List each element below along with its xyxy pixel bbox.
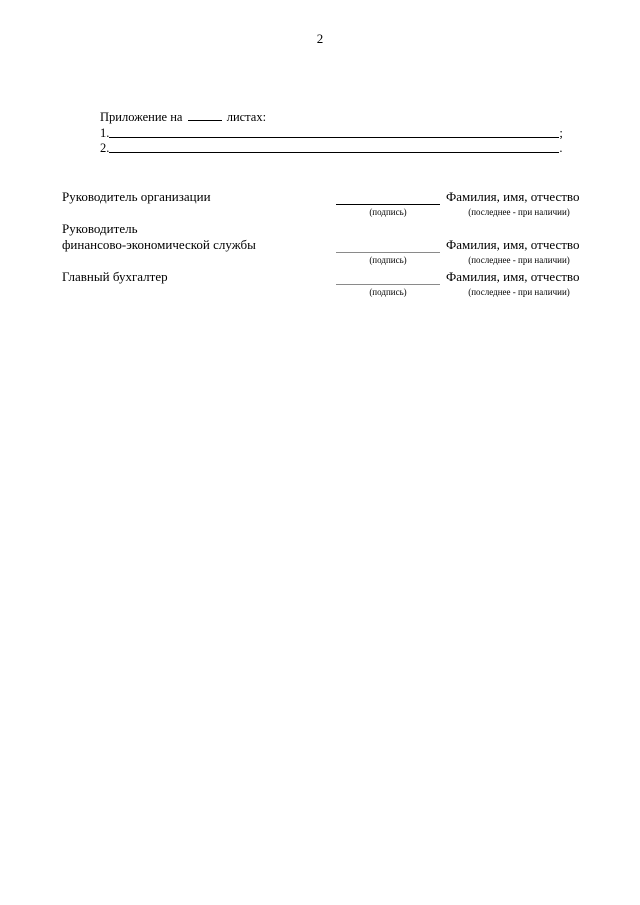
signature-row-head — [62, 189, 592, 219]
signatory-name: Фамилия, имя, отчество — [446, 237, 580, 252]
attachments-heading-before: Приложение на — [100, 110, 183, 124]
attachments-heading — [100, 109, 570, 126]
signature-row-accountant — [62, 269, 592, 299]
signatory-name-caption: (последнее - при наличии) — [468, 287, 570, 297]
attachment-item-number: 1. — [100, 126, 110, 140]
signatory-title: Руководитель организации — [62, 189, 211, 204]
signatory-name: Фамилия, имя, отчество — [446, 269, 580, 284]
attachment-item — [100, 126, 570, 141]
attachment-item-blank[interactable] — [109, 126, 559, 138]
signatory-title: Главный бухгалтер — [62, 269, 168, 284]
signatory-title-line2: финансово-экономической службы — [62, 237, 256, 252]
signature-caption: (подпись) — [369, 287, 407, 297]
signature-row-finance — [62, 221, 592, 267]
signatory-title-line1: Руководитель — [62, 221, 138, 236]
signatory-name-caption: (последнее - при наличии) — [468, 255, 570, 265]
attachment-item-number: 2. — [100, 141, 110, 155]
attachment-item-ending: . — [559, 141, 563, 155]
sheet-count-blank[interactable] — [188, 109, 222, 121]
signatory-name: Фамилия, имя, отчество — [446, 189, 580, 204]
attachment-item-blank[interactable] — [109, 141, 559, 153]
attachment-item — [100, 141, 570, 156]
signature-blank[interactable] — [336, 237, 440, 253]
attachments-heading-after: листах: — [226, 110, 267, 124]
signature-caption: (подпись) — [369, 255, 407, 265]
page-number: 2 — [316, 31, 324, 46]
attachment-item-ending: ; — [559, 126, 563, 140]
signature-caption: (подпись) — [369, 207, 407, 217]
attachments-block — [100, 109, 570, 156]
signature-blank[interactable] — [336, 269, 440, 285]
signature-blank[interactable] — [336, 189, 440, 205]
signatory-name-caption: (последнее - при наличии) — [468, 207, 570, 217]
